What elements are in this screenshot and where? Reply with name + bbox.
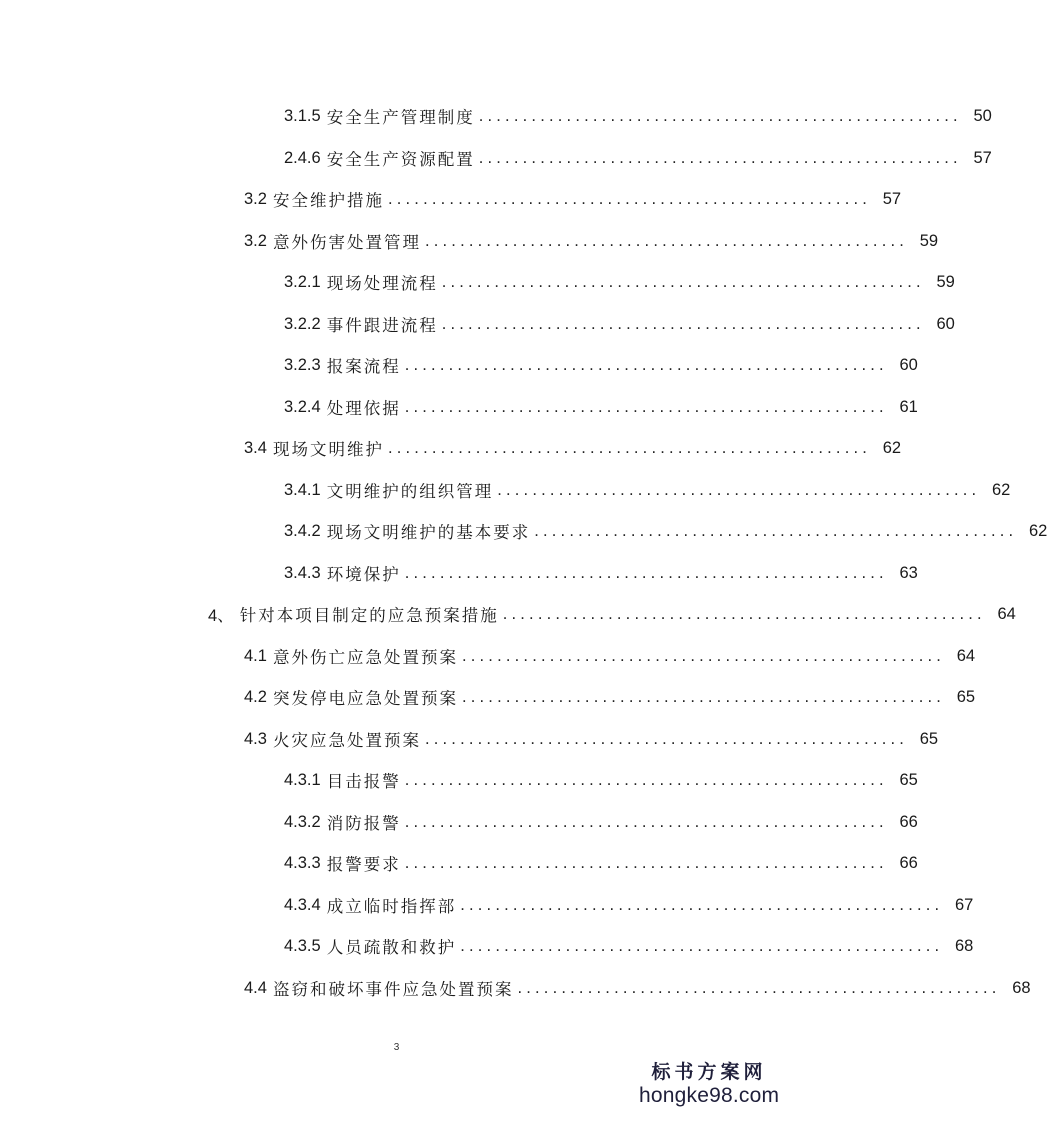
toc-entry-number: 3.4 <box>244 438 267 457</box>
toc-entry-title: 文明维护的组织管理 <box>326 482 494 501</box>
toc-entry-title: 环境保护 <box>326 565 401 584</box>
toc-entry-number: 4.3 <box>244 729 267 748</box>
toc-entry[interactable] <box>244 184 902 214</box>
toc-entry-title: 意外伤害处置管理 <box>272 233 421 252</box>
toc-entry[interactable] <box>284 350 918 380</box>
toc-leader-dots: ....................................................... <box>404 853 888 872</box>
toc-entry-page: 65 <box>956 687 976 706</box>
toc-entry[interactable] <box>284 931 974 961</box>
toc-entry-page: 57 <box>882 189 902 208</box>
toc-entry-number: 4.3.1 <box>284 770 321 789</box>
toc-entry-title: 消防报警 <box>326 814 401 833</box>
toc-entry-page: 60 <box>936 314 955 333</box>
toc-entry-number: 3.2.1 <box>284 272 321 291</box>
toc-leader-dots: ....................................................... <box>404 355 888 374</box>
toc-entry-title: 现场处理流程 <box>326 274 438 293</box>
toc-entry[interactable] <box>284 309 955 339</box>
toc-entry[interactable] <box>244 226 939 256</box>
toc-entry[interactable] <box>284 101 992 131</box>
toc-entry-title: 安全维护措施 <box>272 191 384 210</box>
toc-entry-title: 意外伤亡应急处置预案 <box>272 648 458 667</box>
toc-entry-title: 现场文明维护的基本要求 <box>326 523 531 542</box>
toc-leader-dots: ....................................................... <box>461 687 946 706</box>
toc-entry-page: 63 <box>899 563 918 582</box>
toc-entry-page: 57 <box>973 148 992 167</box>
toc-entry-page: 68 <box>954 936 974 955</box>
toc-entry-number: 4.4 <box>244 978 267 997</box>
toc-entry[interactable] <box>244 973 1031 1003</box>
toc-entry-title: 现场文明维护 <box>272 440 384 459</box>
toc-entry[interactable] <box>244 682 976 712</box>
toc-entry-title: 盗窃和破坏事件应急处置预案 <box>272 980 514 999</box>
toc-entry-number: 4.2 <box>244 687 267 706</box>
toc-entry-title: 目击报警 <box>326 772 401 791</box>
toc-entry-title: 火灾应急处置预案 <box>272 731 421 750</box>
toc-leader-dots: ....................................................... <box>478 106 962 125</box>
toc-entry[interactable] <box>284 807 918 837</box>
toc-entry-title: 报警要求 <box>326 855 401 874</box>
toc-entry-number: 4.3.5 <box>284 936 321 955</box>
toc-entry-page: 66 <box>899 853 918 872</box>
toc-entry[interactable] <box>284 848 918 878</box>
toc-entry-number: 4.3.4 <box>284 895 321 914</box>
toc-entry[interactable] <box>284 392 918 422</box>
toc-leader-dots: ....................................................... <box>424 729 909 748</box>
toc-leader-dots: ....................................................... <box>387 438 872 457</box>
toc-leader-dots: ....................................................... <box>424 231 909 250</box>
toc-entry-number: 4、 <box>208 607 234 625</box>
toc-leader-dots: ....................................................... <box>404 770 888 789</box>
toc-leader-dots: ....................................................... <box>404 563 888 582</box>
toc-entry[interactable] <box>284 765 918 795</box>
toc-entry-page: 65 <box>919 729 939 748</box>
toc-leader-dots: ....................................................... <box>502 604 986 623</box>
toc-leader-dots: ....................................................... <box>534 521 1018 540</box>
toc-entry-number: 2.4.6 <box>284 148 321 167</box>
toc-entry-page: 67 <box>954 895 974 914</box>
toc-entry-number: 4.3.2 <box>284 812 321 831</box>
toc-leader-dots: ....................................................... <box>404 812 888 831</box>
toc-entry-page: 61 <box>899 397 918 416</box>
toc-leader-dots: ....................................................... <box>387 189 872 208</box>
toc-entry[interactable] <box>244 641 976 671</box>
toc-entry-page: 64 <box>956 646 976 665</box>
toc-entry[interactable] <box>284 475 1011 505</box>
toc-entry[interactable] <box>284 890 974 920</box>
toc-entry-number: 3.2 <box>244 189 267 208</box>
toc-leader-dots: ....................................................... <box>461 646 946 665</box>
toc-entry-number: 3.2.3 <box>284 355 321 374</box>
site-watermark <box>639 1060 779 1108</box>
toc-leader-dots: ....................................................... <box>441 314 925 333</box>
toc-entry[interactable] <box>284 558 918 588</box>
toc-entry[interactable] <box>244 433 902 463</box>
watermark-site-name: 标书方案网 <box>651 1061 767 1083</box>
toc-leader-dots: ....................................................... <box>497 480 981 499</box>
toc-entry-title: 报案流程 <box>326 357 401 376</box>
toc-leader-dots: ....................................................... <box>517 978 1001 997</box>
toc-entry-title: 突发停电应急处置预案 <box>272 689 458 708</box>
toc-entry-title: 成立临时指挥部 <box>326 897 457 916</box>
toc-entry-title: 安全生产管理制度 <box>326 108 475 127</box>
toc-entry-title: 人员疏散和救护 <box>326 938 457 957</box>
toc-leader-dots: ....................................................... <box>441 272 925 291</box>
toc-entry[interactable] <box>208 599 1016 629</box>
toc-entry-number: 4.3.3 <box>284 853 321 872</box>
toc-entry-number: 3.2.4 <box>284 397 321 416</box>
toc-entry-page: 60 <box>899 355 918 374</box>
toc-entry-page: 62 <box>1028 521 1047 540</box>
toc-entry-title: 事件跟进流程 <box>326 316 438 335</box>
toc-entry-page: 65 <box>899 770 918 789</box>
toc-leader-dots: ....................................................... <box>460 895 944 914</box>
toc-entry-title: 针对本项目制定的应急预案措施 <box>239 606 499 625</box>
toc-entry[interactable] <box>284 516 1047 546</box>
toc-leader-dots: ....................................................... <box>460 936 944 955</box>
toc-entry-number: 3.4.1 <box>284 480 321 499</box>
toc-leader-dots: ....................................................... <box>404 397 888 416</box>
toc-entry-number: 4.1 <box>244 646 267 665</box>
toc-entry-page: 62 <box>882 438 902 457</box>
toc-entry[interactable] <box>284 143 992 173</box>
watermark-url: hongke98.com <box>639 1084 780 1107</box>
toc-entry-page: 59 <box>936 272 955 291</box>
toc-entry[interactable] <box>244 724 939 754</box>
toc-leader-dots: ....................................................... <box>478 148 962 167</box>
toc-entry-number: 3.4.3 <box>284 563 321 582</box>
page-number: 3 <box>393 1042 400 1053</box>
toc-entry[interactable] <box>284 267 955 297</box>
toc-entry-page: 59 <box>919 231 939 250</box>
toc-entry-number: 3.4.2 <box>284 521 321 540</box>
toc-entry-title: 安全生产资源配置 <box>326 150 475 169</box>
toc-entry-number: 3.1.5 <box>284 106 321 125</box>
toc-entry-page: 64 <box>997 604 1016 623</box>
toc-entry-page: 68 <box>1012 978 1031 997</box>
toc-entry-title: 处理依据 <box>326 399 401 418</box>
toc-entry-page: 62 <box>991 480 1011 499</box>
toc-entry-page: 50 <box>973 106 992 125</box>
toc-entry-number: 3.2.2 <box>284 314 321 333</box>
toc-entry-number: 3.2 <box>244 231 267 250</box>
toc-entry-page: 66 <box>899 812 918 831</box>
